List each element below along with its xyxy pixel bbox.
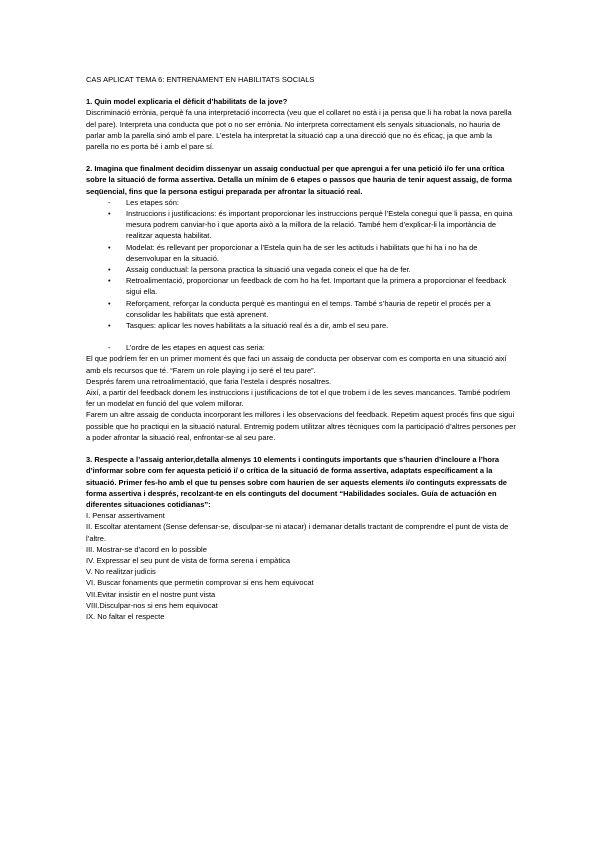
question-1-section [86, 96, 516, 152]
stage-item: • Tasques: aplicar les noves habilitats a la situació real és a dir, amb el seu pare. [108, 320, 516, 331]
dash-marker: - [108, 343, 111, 353]
stage-item: • Instruccions i justificacions: és important proporcionar les instruccions perquè l’Estela conegui que li passa, en quina mesura podrem canviar-ho i que aporta això a la millora de la relació. També hem d’explicar-li la importància de realitzar aquesta habilitat. [108, 208, 516, 242]
element-item: VIII.Disculpar-nos si ens hem equivocat [86, 600, 218, 610]
stages-intro-text: Les etapes són: [126, 197, 179, 207]
document-title: CAS APLICAT TEMA 6: ENTRENAMENT EN HABILITATS SOCIALS [86, 75, 315, 84]
order-paragraph: Després farem una retroalimentació, que faria l’estela i després nosaltres. [86, 376, 332, 386]
question-1-answer: Discriminació errònia, perquè fa una interpretació incorrecta (veu que el collaret no està i ja pensa que li ha robat la nova parella del pare). Interpreta una conducta que pot o no ser errònia. No interpreta correctament els senyals situacionals, no hauria de parlar amb la parella sinó amb el pare. L’estela ha interpretat la situació cap a una direcció que no és eficaç, ja que amb la parella no es porta bé i amb el pare sí. [86, 108, 512, 152]
question-3-heading: 3. Respecte a l’assaig anterior,detalla almenys 10 elements i continguts importants que s’haurien d’incloure a l’hora d’informar sobre com fer aquesta petició i/ o crítica de la situació de forma assertiva, adaptats específicament a la situació. Primer fes-ho amb el que tu penses sobre com haurien de ser aquests elements i/o continguts expressats de forma assertiva i després, recolzant-te en els continguts del document “Habilidades sociales. Guía de actuación en diferentes situaciones cotidianas”: [86, 455, 507, 509]
element-item: IX. No faltar el respecte [86, 611, 165, 621]
stage-item: • Modelat: és rellevant per proporcionar a l’Estela quin ha de ser les actituds i habilitats que hi ha i no ha de desenvolupar en la situació. [108, 242, 516, 264]
element-item: I. Pensar assertivament [86, 511, 165, 521]
stage-item: • Reforçament, reforçar la conducta perquè es mantingui en el temps. També s’hauria de repetir el procés per a consolidar les habilitats que està aprenent. [108, 298, 516, 320]
order-paragraph: El que podríem fer en un primer moment és que faci un assaig de conducta per observar com es comporta en una situació així amb els recursos que té. “Farem un role playing i jo seré el teu pare”. [86, 354, 507, 375]
order-intro-text: L’ordre de les etapes en aquest cas seria: [126, 343, 265, 353]
element-item: III. Mostrar-se d’acord en lo possible [86, 544, 207, 554]
element-item: IV. Expressar el seu punt de vista de forma serena i empàtica [86, 555, 290, 565]
stage-item: • Assaig conductual: la persona practica la situació una vegada coneix el que ha de fer. [108, 264, 516, 275]
order-intro [86, 342, 516, 353]
question-1-heading: 1. Quin model explicaria el dèficit d’habilitats de la jove? [86, 97, 288, 107]
stages-intro [86, 197, 516, 208]
element-item: VII.Evitar insistir en el nostre punt vista [86, 589, 216, 599]
stages-list [86, 208, 516, 331]
element-item: V. No realitzar judicis [86, 567, 156, 577]
spacer [86, 331, 516, 342]
element-item: II. Escoltar atentament (Sense defensar-se, disculpar-se ni atacar) i demanar detalls tractant de comprendre el punt de vista de l’altre. [86, 522, 509, 543]
question-3-section [86, 454, 516, 622]
element-item: VI. Buscar fonaments que permetin comprovar si ens hem equivocat [86, 578, 314, 588]
question-2-section [86, 163, 516, 443]
stage-item: • Retroalimentació, proporcionar un feedback de com ho ha fet. Important que la primera a proporcionar el feedback sigui ella. [108, 275, 516, 297]
order-paragraph: Així, a partir del feedback donem les instruccions i justificacions de tot el que trobem i de les seves mancances. També podríem fer un modelat en funció del que volem millorar. [86, 388, 511, 409]
dash-marker: - [108, 197, 111, 207]
order-paragraph: Farem un altre assaig de conducta incorporant les millores i les observacions del feedback. Repetim aquest procés fins que sigui possible que ho practiqui en la situació natural. Entremig podem utilitzar altres tècniques com la participació d’altres persones per a poder afrontar la situació real, enfrontar-se al seu pare. [86, 410, 516, 442]
question-2-heading: 2. Imagina que finalment decidim dissenyar un assaig conductual per que aprengui a fer una petició i/o fer una crítica sobre la situació de forma assertiva. Detalla un mínim de 6 etapes o passos que hauria de tenir aquest assaig, de forma seqüencial, fins que la persona estigui preparada per afrontar la situació real. [86, 164, 512, 196]
